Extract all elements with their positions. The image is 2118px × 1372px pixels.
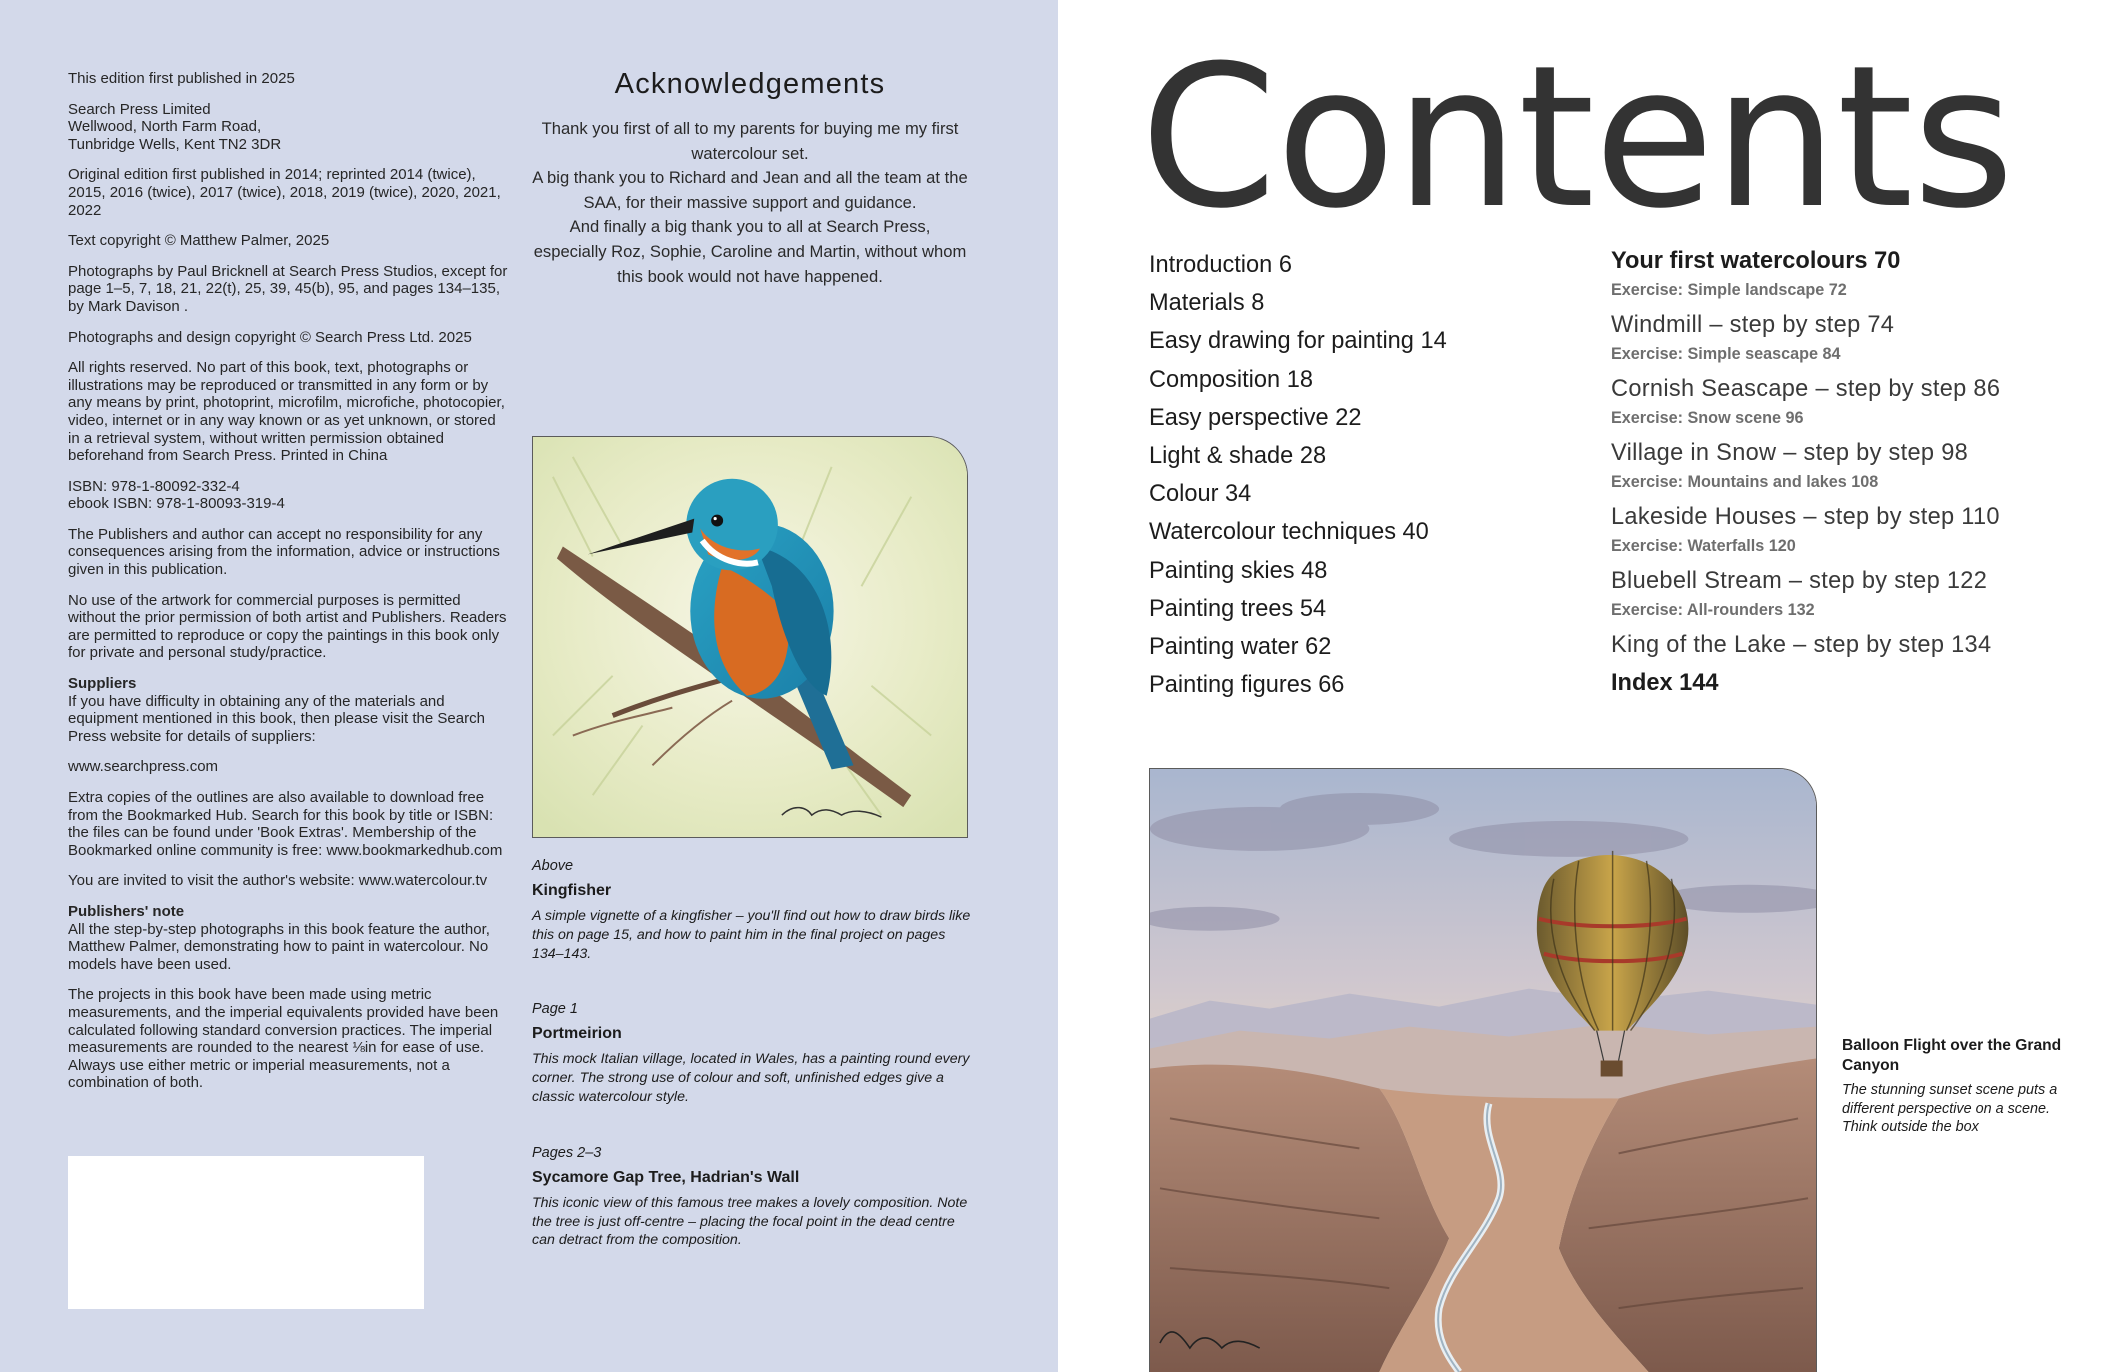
suppliers-text: If you have difficulty in obtaining any of the materials and equipment mentioned in this book, then please visit the Search Press website for details of suppliers:: [68, 692, 485, 745]
toc-left-column: [1149, 246, 1589, 704]
caption-label: Page 1: [532, 1001, 578, 1018]
toc-exercise-entry[interactable]: Exercise: Simple landscape 72: [1611, 281, 1847, 299]
balloon-canyon-painting: [1150, 769, 1816, 1372]
balloon-illustration: [1149, 768, 1817, 1372]
imprint-column: [68, 70, 508, 1105]
acknowledgements-body: Thank you first of all to my parents for buying me my first watercolour set. A big thank you to Richard and Jean and all the team at the SAA, for their massive support and guidance. And finally a big thank you to all at Search Press, especially Roz, Sophie, Caroline and Martin, without whom this book would not have happened.: [532, 119, 968, 286]
imprint-text-copyright: Text copyright © Matthew Palmer, 2025: [68, 232, 330, 250]
toc-project-entry[interactable]: King of the Lake – step by step 134: [1611, 632, 1992, 658]
kingfisher-illustration: [532, 436, 968, 838]
balloon-caption-description: The stunning sunset scene puts a different perspective on a scene. Think outside the box: [1842, 1082, 2058, 1136]
toc-project-entry[interactable]: Windmill – step by step 74: [1611, 312, 1895, 338]
toc-entry[interactable]: Painting figures 66: [1149, 672, 1345, 699]
caption-label: Above: [532, 858, 574, 874]
publishers-note-text: All the step-by-step photographs in this book feature the author, Matthew Palmer, demonstrating how to paint in watercolour. No models have been used.: [68, 920, 490, 973]
toc-entry[interactable]: Watercolour techniques 40: [1149, 519, 1429, 546]
imprint-metric: The projects in this book have been made using metric measurements, and the imperial equivalents provided have been calculated following standard conversion practices. The imperial measurements are rounded to the nearest ⅛in for ease of use. Always use either metric or imperial measurements, not a combination of both.: [68, 986, 499, 1092]
imprint-photographs: Photographs by Paul Bricknell at Search Press Studios, except for page 1–5, 7, 18, 21, 22(t), 25, 39, 45(b), 95, and pages 134–135, by Mark Davison .: [68, 262, 508, 315]
caption-title: Sycamore Gap Tree, Hadrian's Wall: [532, 1168, 800, 1186]
toc-project-entry[interactable]: Village in Snow – step by step 98: [1611, 440, 1969, 466]
toc-entry[interactable]: Easy perspective 22: [1149, 404, 1362, 431]
toc-entry[interactable]: Easy drawing for painting 14: [1149, 328, 1447, 355]
toc-entry[interactable]: Materials 8: [1149, 290, 1265, 317]
toc-project-entry[interactable]: Cornish Seascape – step by step 86: [1611, 376, 2001, 402]
left-page: [0, 0, 1058, 1372]
imprint-edition: This edition first published in 2025: [68, 70, 295, 87]
imprint-isbn: ISBN: 978-1-80092-332-4 ebook ISBN: 978-1-80093-319-4: [68, 477, 285, 513]
toc-entry[interactable]: Painting water 62: [1149, 634, 1332, 661]
toc-index-entry[interactable]: Index 144: [1611, 670, 1719, 696]
caption-description: This mock Italian village, located in Wales, has a painting round every corner. The strong use of colour and soft, unfinished edges give a classic watercolour style.: [532, 1051, 970, 1105]
suppliers-url: www.searchpress.com: [68, 758, 219, 776]
toc-entry[interactable]: Colour 34: [1149, 481, 1252, 508]
caption-description: A simple vignette of a kingfisher – you'll find out how to draw birds like this on page 15, and how to paint him in the final project on pages 134–143.: [532, 908, 971, 962]
acknowledgements-heading: Acknowledgements: [614, 68, 886, 100]
toc-project-entry[interactable]: Bluebell Stream – step by step 122: [1611, 568, 1988, 594]
imprint-responsibility: The Publishers and author can accept no responsibility for any consequences arising from the information, advice or instructions given in this publication.: [68, 525, 500, 579]
caption-title: Portmeirion: [532, 1025, 622, 1043]
suppliers-heading: Suppliers: [68, 675, 137, 693]
imprint-design-copyright: Photographs and design copyright © Search Press Ltd. 2025: [68, 328, 472, 346]
kingfisher-painting: [533, 437, 967, 837]
captions-block: [532, 858, 972, 1288]
toc-exercise-entry[interactable]: Exercise: Waterfalls 120: [1611, 537, 1796, 555]
balloon-caption: [1842, 1036, 2070, 1137]
caption-description: This iconic view of this famous tree makes a lovely composition. Note the tree is just off-centre – placing the focal point in the dead centre can detract from the composition.: [532, 1194, 968, 1249]
blank-white-panel: [68, 1156, 424, 1309]
toc-exercise-entry[interactable]: Exercise: Simple seascape 84: [1611, 345, 1841, 363]
imprint-artwork-use: No use of the artwork for commercial purposes is permitted without the prior permission of both artist and Publishers. Readers are permitted to reproduce or copy the paintings in this book only for private and personal study/practice.: [68, 591, 507, 662]
toc-exercise-entry[interactable]: Exercise: All-rounders 132: [1611, 601, 1815, 619]
caption-title: Kingfisher: [532, 882, 612, 899]
caption-kingfisher: [532, 858, 972, 963]
imprint-rights: All rights reserved. No part of this book, text, photographs or illustrations may be reproduced or transmitted in any form or by any means by print, photoprint, microfilm, microfiche, photocopier, video, internet or in any way known or as yet unknown, or stored in a retrieval system, without written permission obtained beforehand from Search Press. Printed in China: [68, 359, 505, 465]
imprint-original-edition: Original edition first published in 2014; reprinted 2014 (twice), 2015, 2016 (twice), 2017 (twice), 2018, 2019 (twice), 2020, 2021, 2022: [68, 166, 501, 219]
imprint-publisher: Search Press Limited Wellwood, North Farm Road, Tunbridge Wells, Kent TN2 3DR: [68, 100, 282, 153]
publishers-note-heading: Publishers' note: [68, 902, 185, 920]
toc-entry[interactable]: Painting skies 48: [1149, 557, 1328, 584]
toc-entry[interactable]: Introduction 6: [1149, 252, 1292, 278]
toc-entry[interactable]: Composition 18: [1149, 366, 1313, 393]
caption-label: Pages 2–3: [532, 1144, 602, 1161]
toc-entry[interactable]: Painting trees 54: [1149, 595, 1327, 622]
toc-right-column: [1611, 246, 2051, 698]
balloon-caption-title: Balloon Flight over the Grand Canyon: [1842, 1037, 2062, 1074]
toc-exercise-entry[interactable]: Exercise: Mountains and lakes 108: [1611, 473, 1879, 491]
imprint-author-site: You are invited to visit the author's website: www.watercolour.tv: [68, 872, 488, 890]
toc-exercise-entry[interactable]: Exercise: Snow scene 96: [1611, 409, 1804, 427]
toc-project-entry[interactable]: Lakeside Houses – step by step 110: [1611, 504, 2000, 530]
caption-sycamore-gap: [532, 1145, 972, 1250]
caption-portmeirion: [532, 1001, 972, 1106]
toc-entry[interactable]: Your first watercolours 70: [1611, 248, 1901, 274]
toc-entry[interactable]: Light & shade 28: [1149, 443, 1327, 470]
imprint-extra-copies: Extra copies of the outlines are also available to download free from the Bookmarked Hub. Search for this book by title or ISBN: the files can be found under 'Book Extras'. Membership of the Bookmarked online community is free: www.bookmarkedhub.com: [68, 789, 503, 859]
contents-title: Contents: [1140, 24, 2014, 252]
acknowledgements: [532, 68, 968, 289]
